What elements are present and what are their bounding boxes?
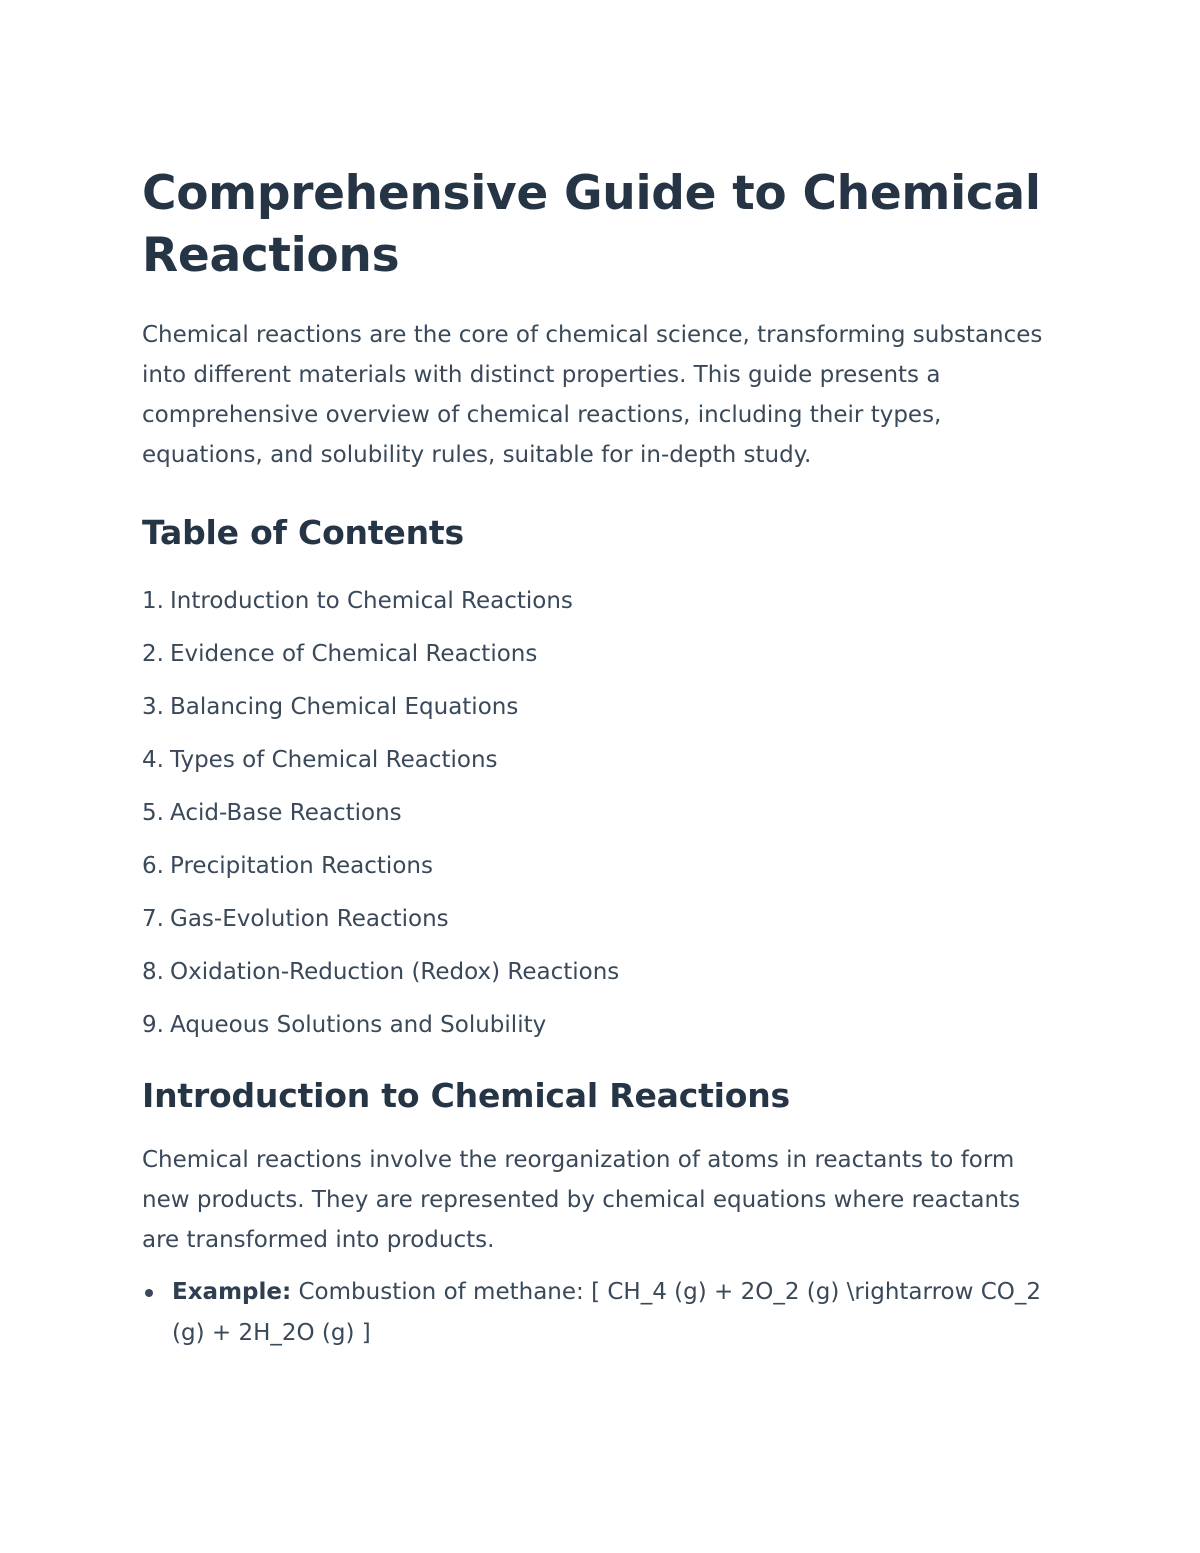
toc-item[interactable] xyxy=(142,575,1060,628)
table-of-contents xyxy=(142,575,1060,1052)
toc-item-number: 7. xyxy=(142,906,164,932)
toc-item[interactable] xyxy=(142,946,1060,999)
list-item xyxy=(142,1272,1060,1354)
example-text: Combustion of methane: [ CH_4 (g) + 2O_2 (g) \rightarrow CO_2 (g) + 2H_2O (g) ] xyxy=(172,1279,1042,1346)
bullet-list xyxy=(142,1272,1060,1354)
toc-item[interactable] xyxy=(142,681,1060,734)
toc-item-number: 9. xyxy=(142,1012,164,1038)
toc-item-number: 4. xyxy=(142,747,164,773)
section-paragraph: Chemical reactions involve the reorganization of atoms in reactants to form new products. They are represented by chemical equations where reactants are transformed into products. xyxy=(142,1147,1021,1253)
toc-item[interactable] xyxy=(142,893,1060,946)
toc-item-label: Gas-Evolution Reactions xyxy=(170,906,449,932)
example-label: Example: xyxy=(172,1279,292,1305)
toc-item[interactable] xyxy=(142,734,1060,787)
toc-item-label: Oxidation-Reduction (Redox) Reactions xyxy=(170,959,620,985)
toc-item-number: 5. xyxy=(142,800,164,826)
toc-item-label: Introduction to Chemical Reactions xyxy=(170,588,573,614)
toc-item-label: Evidence of Chemical Reactions xyxy=(170,641,538,667)
toc-item-label: Acid-Base Reactions xyxy=(170,800,402,826)
toc-heading: Table of Contents xyxy=(142,513,464,552)
toc-item-number: 6. xyxy=(142,853,164,879)
toc-item-number: 8. xyxy=(142,959,164,985)
toc-item-label: Balancing Chemical Equations xyxy=(170,694,519,720)
toc-item-number: 1. xyxy=(142,588,164,614)
page-title: Comprehensive Guide to Chemical Reactions xyxy=(142,166,1041,283)
toc-item-label: Precipitation Reactions xyxy=(170,853,433,879)
bullet-icon xyxy=(145,1289,153,1297)
toc-item[interactable] xyxy=(142,628,1060,681)
intro-paragraph: Chemical reactions are the core of chemical science, transforming substances into different materials with distinct properties. This guide presents a comprehensive overview of chemical reactions, including their types, equations, and solubility rules, suitable for in-depth study. xyxy=(142,322,1043,468)
toc-item[interactable] xyxy=(142,787,1060,840)
toc-item[interactable] xyxy=(142,840,1060,893)
toc-item-number: 2. xyxy=(142,641,164,667)
toc-item-number: 3. xyxy=(142,694,164,720)
toc-item-label: Types of Chemical Reactions xyxy=(170,747,498,773)
toc-item[interactable] xyxy=(142,999,1060,1052)
section-heading: Introduction to Chemical Reactions xyxy=(142,1076,790,1115)
toc-item-label: Aqueous Solutions and Solubility xyxy=(170,1012,547,1038)
